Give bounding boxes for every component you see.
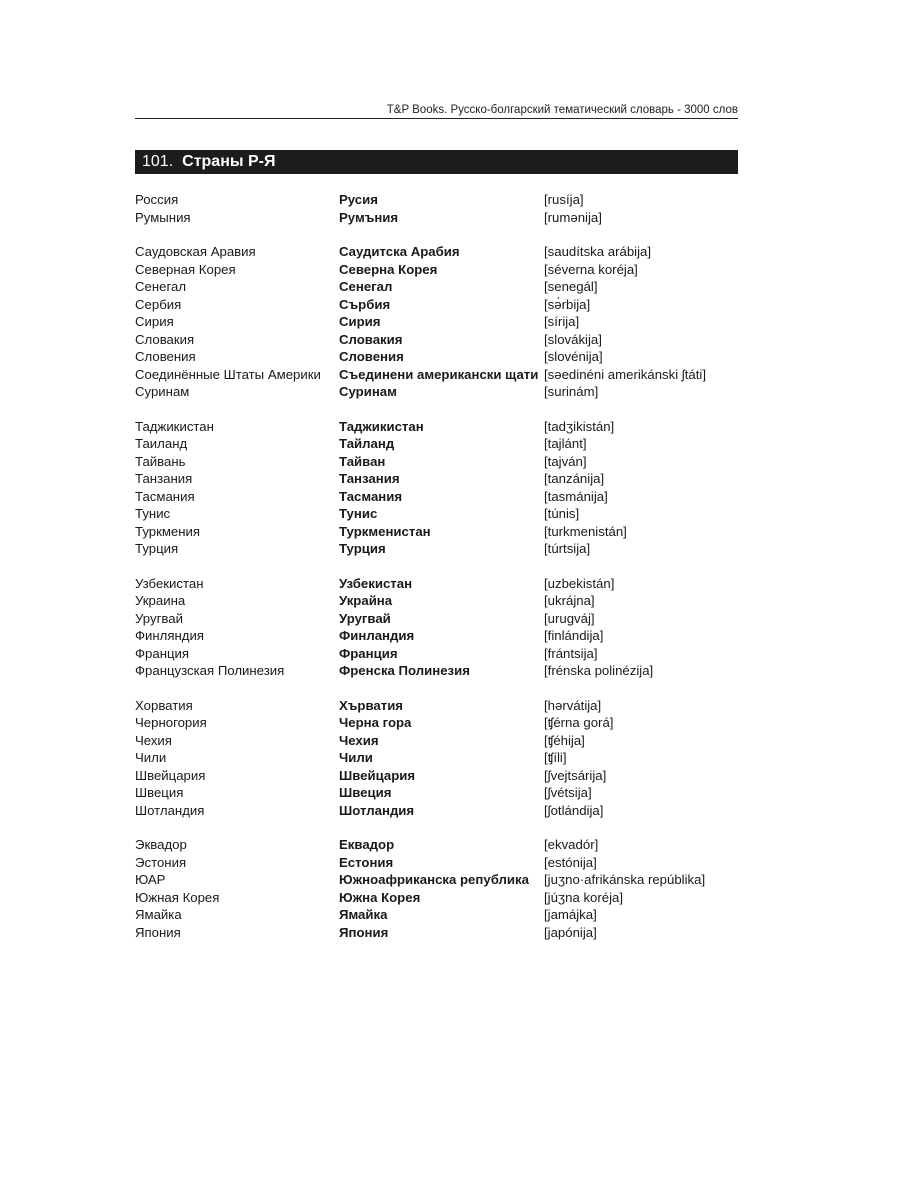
- vocabulary-list: [135, 191, 738, 941]
- russian-word: Тайвань: [135, 453, 186, 469]
- bulgarian-word: Южна Корея: [339, 889, 421, 905]
- vocab-row: [135, 924, 738, 942]
- section-number: 101.: [142, 153, 174, 170]
- transcription: [estónija]: [544, 854, 597, 870]
- transcription: [finlándija]: [544, 628, 604, 643]
- russian-word: Ямайка: [135, 907, 182, 922]
- bulgarian-word: Сенегал: [339, 279, 393, 294]
- transcription: [tasmánija]: [544, 488, 608, 504]
- russian-word: Украина: [135, 593, 186, 608]
- transcription: [turkmenistán]: [544, 523, 627, 539]
- bulgarian-word: Финландия: [339, 628, 415, 643]
- transcription: [ʧíli]: [544, 750, 567, 765]
- russian-word: Швеция: [135, 785, 184, 800]
- vocab-row: [135, 627, 738, 645]
- russian-word: Сенегал: [135, 279, 187, 294]
- transcription: [sírija]: [544, 314, 580, 329]
- bulgarian-word: Черна гора: [339, 715, 412, 730]
- vocab-row: [135, 243, 738, 261]
- bulgarian-word: Словакия: [339, 331, 403, 347]
- vocab-row: [135, 453, 738, 471]
- transcription: [urugváj]: [544, 610, 595, 626]
- transcription: [senegál]: [544, 279, 598, 294]
- russian-word: Французская Полинезия: [135, 663, 285, 678]
- bulgarian-word: Узбекистан: [339, 575, 413, 591]
- bulgarian-word: Франция: [339, 645, 398, 661]
- vocab-row: [135, 662, 738, 680]
- transcription: [rumənija]: [544, 209, 602, 225]
- transcription: [ʃvétsija]: [544, 785, 592, 800]
- vocab-row: [135, 470, 738, 488]
- transcription: [səedinéni amerikánski ʃtáti]: [544, 366, 706, 382]
- transcription: [ukrájna]: [544, 593, 595, 608]
- vocab-row: [135, 348, 738, 366]
- russian-word: Россия: [135, 192, 179, 207]
- russian-word: Суринам: [135, 384, 190, 399]
- russian-word: Танзания: [135, 471, 193, 486]
- russian-word: Туркмения: [135, 523, 201, 539]
- vocab-row: [135, 592, 738, 610]
- vocab-row: [135, 645, 738, 663]
- transcription: [ʧéhija]: [544, 732, 585, 748]
- transcription: [slovénija]: [544, 349, 603, 364]
- vocab-row: [135, 505, 738, 523]
- russian-word: Финляндия: [135, 628, 204, 643]
- russian-word: Таиланд: [135, 436, 188, 451]
- transcription: [slovákija]: [544, 331, 602, 347]
- transcription: [surinám]: [544, 384, 599, 399]
- vocab-row: [135, 313, 738, 331]
- bulgarian-word: Япония: [339, 924, 389, 940]
- bulgarian-word: Френска Полинезия: [339, 663, 470, 678]
- transcription: [frántsija]: [544, 645, 598, 661]
- vocab-row: [135, 697, 738, 715]
- vocab-row: [135, 435, 738, 453]
- vocab-row: [135, 209, 738, 227]
- russian-word: Турция: [135, 541, 179, 556]
- russian-word: Саудовская Аравия: [135, 244, 256, 259]
- russian-word: Тунис: [135, 506, 171, 521]
- transcription: [jamájka]: [544, 907, 597, 922]
- vocab-row: [135, 714, 738, 732]
- russian-word: Тасмания: [135, 488, 195, 504]
- russian-word: Эстония: [135, 854, 187, 870]
- transcription: [túrtsija]: [544, 541, 591, 556]
- russian-word: Черногория: [135, 715, 207, 730]
- bulgarian-word: Сирия: [339, 314, 381, 329]
- vocab-row: [135, 767, 738, 785]
- transcription: [sə́rbija]: [544, 296, 591, 312]
- russian-word: Словения: [135, 349, 196, 364]
- transcription: [túnis]: [544, 506, 580, 521]
- bulgarian-word: Румъния: [339, 209, 399, 225]
- vocab-row: [135, 261, 738, 279]
- bulgarian-word: Сърбия: [339, 296, 391, 312]
- vocab-row: [135, 523, 738, 541]
- bulgarian-word: Саудитска Арабия: [339, 244, 460, 259]
- bulgarian-word: Таджикистан: [339, 418, 424, 434]
- vocab-row: [135, 610, 738, 628]
- russian-word: ЮАР: [135, 872, 166, 887]
- bulgarian-word: Украйна: [339, 593, 393, 608]
- vocab-row: [135, 278, 738, 296]
- russian-word: Уругвай: [135, 610, 183, 626]
- bulgarian-word: Уругвай: [339, 610, 391, 626]
- bulgarian-word: Швейцария: [339, 767, 416, 783]
- vocab-row: [135, 296, 738, 314]
- transcription: [uzbekistán]: [544, 575, 615, 591]
- vocab-row: [135, 331, 738, 349]
- russian-word: Южная Корея: [135, 889, 220, 905]
- transcription: [tanzánija]: [544, 471, 605, 486]
- vocab-row: [135, 889, 738, 907]
- transcription: [juʒno·afrikánska repúblika]: [544, 872, 706, 887]
- transcription: [júʒna koréja]: [544, 889, 624, 905]
- bulgarian-word: Русия: [339, 192, 378, 207]
- bulgarian-word: Тайван: [339, 453, 386, 469]
- russian-word: Япония: [135, 924, 181, 940]
- russian-word: Сирия: [135, 314, 174, 329]
- russian-word: Эквадор: [135, 837, 187, 852]
- bulgarian-word: Северна Корея: [339, 261, 438, 277]
- bulgarian-word: Естония: [339, 854, 394, 870]
- transcription: [tajlánt]: [544, 436, 587, 451]
- vocab-row: [135, 575, 738, 593]
- bulgarian-word: Танзания: [339, 471, 400, 486]
- bulgarian-word: Южноафриканска република: [339, 872, 529, 887]
- vocab-row: [135, 784, 738, 802]
- russian-word: Чили: [135, 750, 167, 765]
- header-title: T&P Books. Русско-болгарский тематический словарь - 3000 слов: [386, 104, 738, 116]
- bulgarian-word: Тунис: [339, 506, 378, 521]
- russian-word: Соединённые Штаты Америки: [135, 366, 321, 382]
- transcription: [ʧérna gorá]: [544, 715, 614, 730]
- vocab-row: [135, 854, 738, 872]
- bulgarian-word: Еквадор: [339, 837, 395, 852]
- bulgarian-word: Туркменистан: [339, 523, 431, 539]
- bulgarian-word: Словения: [339, 349, 404, 364]
- vocab-row: [135, 488, 738, 506]
- transcription: [japónija]: [544, 924, 597, 940]
- bulgarian-word: Чили: [339, 750, 373, 765]
- bulgarian-word: Тайланд: [339, 436, 395, 451]
- bulgarian-word: Суринам: [339, 384, 397, 399]
- russian-word: Чехия: [135, 732, 172, 748]
- bulgarian-word: Съединени американски щати: [339, 366, 539, 382]
- bulgarian-word: Хърватия: [339, 697, 403, 713]
- transcription: [ʃvejtsárija]: [544, 767, 607, 783]
- vocab-row: [135, 366, 738, 384]
- transcription: [ʃotlándija]: [544, 802, 604, 818]
- vocab-row: [135, 906, 738, 924]
- russian-word: Швейцария: [135, 767, 206, 783]
- bulgarian-word: Швеция: [339, 785, 392, 800]
- russian-word: Словакия: [135, 331, 195, 347]
- bulgarian-word: Шотландия: [339, 802, 415, 818]
- transcription: [ekvadór]: [544, 837, 599, 852]
- transcription: [séverna koréja]: [544, 261, 638, 277]
- running-header: [135, 104, 738, 119]
- vocab-row: [135, 732, 738, 750]
- vocab-row: [135, 191, 738, 209]
- vocab-row: [135, 836, 738, 854]
- bulgarian-word: Турция: [339, 541, 386, 556]
- vocab-row: [135, 418, 738, 436]
- transcription: [hərvátija]: [544, 697, 602, 713]
- bulgarian-word: Чехия: [339, 732, 379, 748]
- section-title: Страны Р-Я: [182, 153, 276, 170]
- russian-word: Франция: [135, 645, 190, 661]
- russian-word: Сербия: [135, 296, 182, 312]
- vocab-row: [135, 540, 738, 558]
- bulgarian-word: Тасмания: [339, 488, 403, 504]
- transcription: [frénska polinézija]: [544, 663, 654, 678]
- russian-word: Таджикистан: [135, 418, 214, 434]
- bulgarian-word: Ямайка: [339, 907, 388, 922]
- vocab-row: [135, 749, 738, 767]
- transcription: [saudítska arábija]: [544, 244, 652, 259]
- transcription: [tadʒikistán]: [544, 418, 615, 434]
- transcription: [rusíja]: [544, 192, 584, 207]
- russian-word: Узбекистан: [135, 575, 204, 591]
- section-title-bar: [135, 150, 738, 174]
- transcription: [tajván]: [544, 453, 587, 469]
- vocab-row: [135, 802, 738, 820]
- russian-word: Румыния: [135, 209, 191, 225]
- russian-word: Хорватия: [135, 697, 193, 713]
- vocab-row: [135, 871, 738, 889]
- vocab-row: [135, 383, 738, 401]
- russian-word: Северная Корея: [135, 261, 236, 277]
- russian-word: Шотландия: [135, 802, 205, 818]
